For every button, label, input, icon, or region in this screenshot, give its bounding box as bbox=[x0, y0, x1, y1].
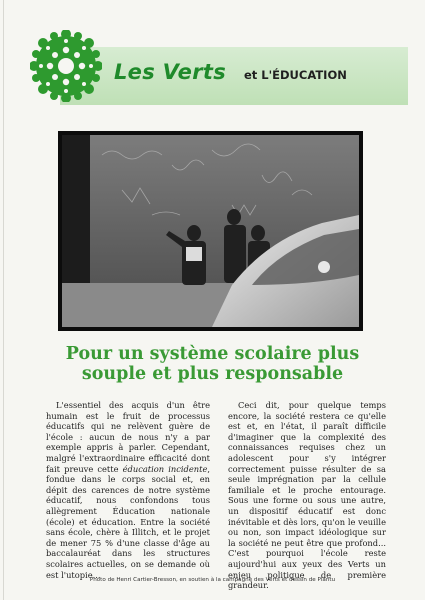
article-column-right bbox=[228, 400, 386, 591]
green-flower-logo-icon bbox=[30, 30, 102, 102]
paragraph-left bbox=[46, 400, 210, 580]
brand-title: Les Verts bbox=[114, 60, 226, 84]
street-photo bbox=[58, 131, 363, 331]
headline-line-2: souple et plus responsable bbox=[81, 364, 344, 384]
street-photo-icon bbox=[62, 135, 359, 327]
paragraph-right: Ceci dit, pour quelque temps encore, la société restera ce qu'elle est et, en l'état, il paraît difficile d'imaginer que la complexité des connaissances requises chez un adolescent pour s'y intégrer correctement puisse résulter de sa seule imprégnation par la cellule familiale et le proche entourage. Sous une forme ou sous une autre, un dispositif éducatif est donc inévitable et dès lors, qu'on le veuille ou non, son impact idéologique sur la société ne peut être que profond... C'est pourquoi l'école reste aujourd'hui aux yeux des Verts un enjeu politique de première grandeur. bbox=[228, 400, 386, 591]
paragraph-left-part-a: L'essentiel des acquis d'un être humain est le fruit de processus éducatifs qui ne relèvent guère de l'école : aucun de nous n'y a par exemple appris à parler. Cependant, malgré l'extraordinaire efficacité dont fait preuve cette bbox=[46, 400, 210, 474]
emphasis-education-incidente: éducation incidente bbox=[122, 463, 208, 474]
paper-fold-line bbox=[3, 0, 4, 600]
subject-title: et L'ÉDUCATION bbox=[244, 68, 347, 82]
headline-line-1: Pour un système scolaire plus bbox=[65, 344, 360, 364]
photo-credit-caption: Photo de Henri Cartier-Bresson, en soutien à la campagne des Verts et dessin de Plantu bbox=[89, 577, 336, 583]
article-headline bbox=[40, 344, 385, 384]
article-column-left bbox=[46, 400, 210, 580]
paragraph-left-part-b: , fondue dans le corps social et, en dépit des carences de notre système éducatif, nous confondons tous allègrement Éducation nationale (école) et éducation. Entre la société sans école, chère à Illitch, et le projet de mener 75 % d'une classe d'âge au baccalauréat dans les structures scolaires actuelles, on se demande où est l'utopie... bbox=[46, 463, 210, 580]
header-band bbox=[60, 47, 408, 105]
